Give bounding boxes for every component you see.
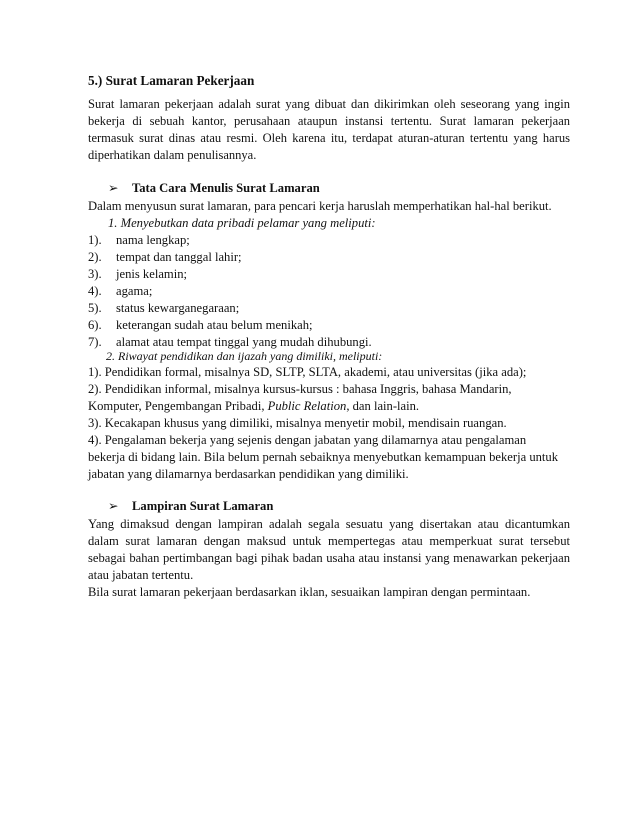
list-item: 2). tempat dan tanggal lahir;: [88, 250, 242, 264]
list-item-continuation: Komputer, Pengembangan Pribadi, Public Relation, dan lain-lain.: [88, 399, 420, 413]
list-item: 1). nama lengkap;: [88, 233, 190, 247]
intro-paragraph: Surat lamaran pekerjaan adalah surat yang dibuat dan dikirimkan oleh seseorang yang ingin bekerja di sebuah kantor, perusahaan ataupun instansi tertentu. Surat lamaran pekerjaan termasuk surat dinas atau resmi. Oleh karena itu, terdapat aturan-aturan tertentu yang harus diperhatikan dalam penulisannya.: [88, 97, 570, 162]
lampiran-heading-text: Lampiran Surat Lamaran: [132, 499, 274, 513]
section-number: 5.): [88, 73, 103, 88]
list-item: 4). Pengalaman bekerja yang sejenis dengan jabatan yang dilamarnya atau pengalaman: [88, 433, 527, 447]
list-item-continuation: jabatan yang dilamarnya berdasarkan pendidikan yang dimiliki.: [88, 467, 409, 481]
tata-cara-heading: [108, 180, 320, 197]
subsection-2-heading: 2. Riwayat pendidikan dan ijazah yang dimiliki, meliputi:: [106, 349, 383, 363]
list-item: 7). alamat atau tempat tinggal yang mudah dihubungi.: [88, 335, 372, 349]
list-item-continuation: bekerja di bidang lain. Bila belum pernah sebaiknya menyebutkan kemampuan bekerja untuk: [88, 450, 559, 464]
arrow-bullet-icon: ➢: [108, 499, 119, 513]
public-relation-italic: Public Relation: [267, 399, 347, 413]
list-item: 3). jenis kelamin;: [88, 267, 187, 281]
lampiran-note: Bila surat lamaran pekerjaan berdasarkan iklan, sesuaikan lampiran dengan permintaan.: [88, 585, 531, 599]
lampiran-heading: [108, 498, 273, 515]
lampiran-paragraph: Yang dimaksud dengan lampiran adalah segala sesuatu yang disertakan atau dicantumkan dalam surat lamaran dengan maksud untuk mempertegas atau memperkuat surat tersebut sebagai bahan pertimbangan bagi pihak badan usaha atau instansi yang menawarkan pekerjaan atau jabatan tertentu.: [88, 517, 570, 582]
list-item: 3). Kecakapan khusus yang dimiliki, misalnya menyetir mobil, mendisain ruangan.: [88, 416, 507, 430]
tata-cara-intro: Dalam menyusun surat lamaran, para pencari kerja haruslah memperhatikan hal-hal berikut.: [88, 199, 552, 213]
list-item: 1). Pendidikan formal, misalnya SD, SLTP, SLTA, akademi, atau universitas (jika ada);: [88, 365, 527, 379]
subsection-1-heading: 1. Menyebutkan data pribadi pelamar yang meliputi:: [108, 216, 376, 230]
section-title: Surat Lamaran Pekerjaan: [105, 73, 255, 88]
arrow-bullet-icon: ➢: [108, 181, 119, 195]
list-item: 2). Pendidikan informal, misalnya kursus-kursus : bahasa Inggris, bahasa Mandarin,: [88, 382, 512, 396]
list-item: 5). status kewarganegaraan;: [88, 301, 240, 315]
section-heading: [88, 73, 568, 89]
list-item: 6). keterangan sudah atau belum menikah;: [88, 318, 313, 332]
tata-cara-heading-text: Tata Cara Menulis Surat Lamaran: [132, 181, 320, 195]
list-item: 4). agama;: [88, 284, 153, 298]
